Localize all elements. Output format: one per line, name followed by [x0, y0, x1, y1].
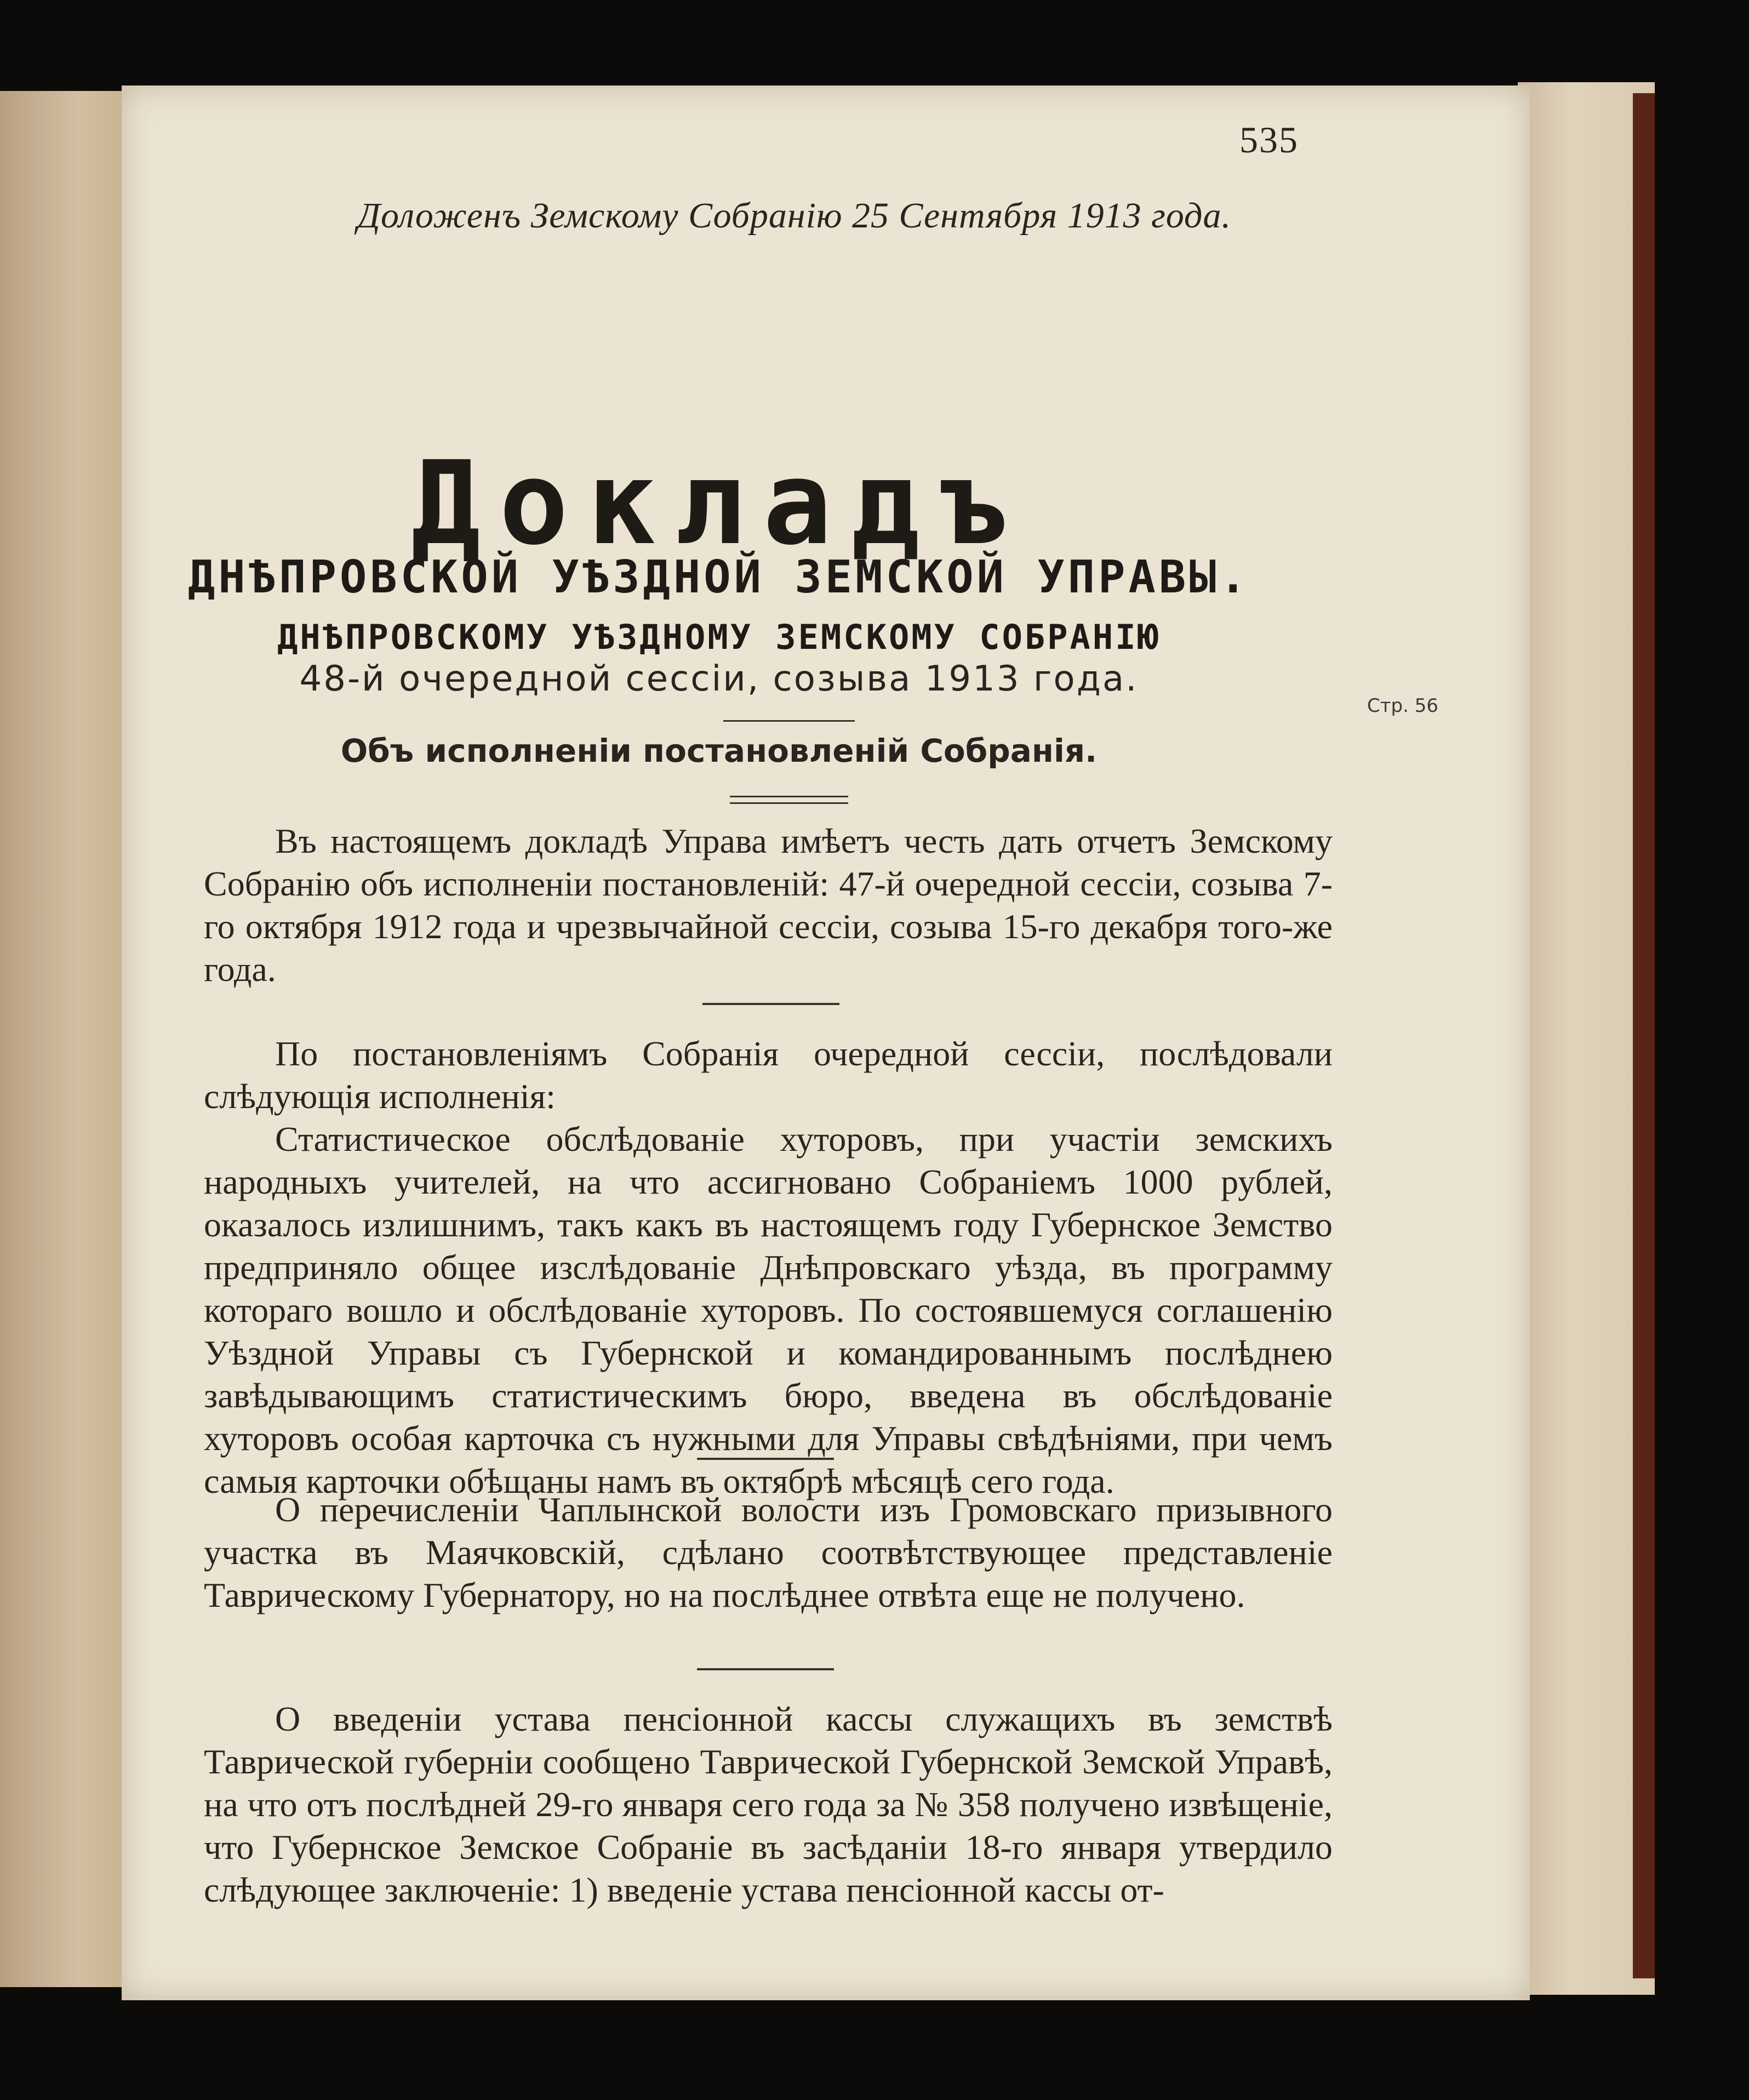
- paragraph: [204, 1032, 1333, 1503]
- subtitle-assembly: ДНѢПРОВСКОМУ УѢЗДНОМУ ЗЕМСКОМУ СОБРАНІЮ: [277, 617, 1161, 657]
- divider: [697, 1458, 834, 1460]
- margin-note: Стр. 56: [1367, 695, 1439, 717]
- document-page: [122, 85, 1530, 2000]
- paragraph-text: Статистическое обслѣдованіе хуторовъ, при участіи земскихъ народныхъ учителей, на что ассигновано Собраніемъ 1000 рублей, оказалось излишнимъ, такъ какъ въ настоящемъ году Губернское Земство предприняло общее изслѣдованіе Днѣпровскаго уѣзда, въ программу котораго вошло и обслѣдованіе хуторовъ. По состоявшемуся соглашенію Уѣздной Управы съ Губернской и командированнымъ послѣднею завѣдывающимъ статистическимъ бюро, введена въ обслѣдованіе хуторовъ особая карточка съ нужными для Управы свѣдѣніями, при чемъ самыя карточки обѣщаны намъ въ октябрѣ мѣсяцѣ сего года.: [204, 1120, 1333, 1500]
- left-page-edge: [0, 91, 132, 1987]
- divider: [702, 1003, 839, 1005]
- divider: [723, 720, 855, 722]
- divider: [697, 1668, 834, 1670]
- page-number: 535: [1239, 119, 1299, 161]
- reported-line: Доложенъ Земскому Собранію 25 Сентября 1913 года.: [357, 196, 1231, 236]
- paragraph-text: По постановленіямъ Собранія очередной сессіи, послѣдовали слѣдующія исполненія:: [204, 1034, 1333, 1116]
- paragraph: [204, 820, 1333, 991]
- book-spine-edge: [1633, 93, 1655, 1978]
- paragraph: [204, 1488, 1333, 1617]
- page-title: Докладъ: [411, 436, 1027, 570]
- divider: [730, 796, 848, 797]
- section-title: Объ исполненіи постановленій Собранія.: [340, 732, 1098, 769]
- divider: [730, 802, 848, 804]
- paragraph-text: О введеніи устава пенсіонной кассы служащихъ въ земствѣ Таврической губерніи сообщено Таврической Губернской Земской Управѣ, на что отъ послѣдней 29-го января сего года за № 358 получено извѣщеніе, что Губернское Земское Собраніе въ засѣданіи 18-го января утвердило слѣдующее заключеніе: 1) введеніе устава пенсіонной кассы от-: [204, 1699, 1333, 1909]
- paragraph-text: Въ настоящемъ докладѣ Управа имѣетъ честь дать отчетъ Земскому Собранію объ исполненіи постановленій: 47-й очередной сессіи, созыва 7-го октября 1912 года и чрезвычайной сессіи, созыва 15-го декабря того-же года.: [204, 821, 1333, 989]
- paragraph: [204, 1698, 1333, 1911]
- subtitle-council: ДНѢПРОВСКОЙ УѢЗДНОЙ ЗЕМСКОЙ УПРАВЫ.: [188, 551, 1250, 603]
- session-line: 48-й очередной сессіи, созыва 1913 года.: [299, 659, 1139, 699]
- paragraph-text: О перечисленіи Чаплынской волости изъ Громовскаго призывного участка въ Маячковскій, сдѣлано соотвѣтствующее представленіе Таврическому Губернатору, но на послѣднее отвѣта еще не получено.: [204, 1490, 1333, 1614]
